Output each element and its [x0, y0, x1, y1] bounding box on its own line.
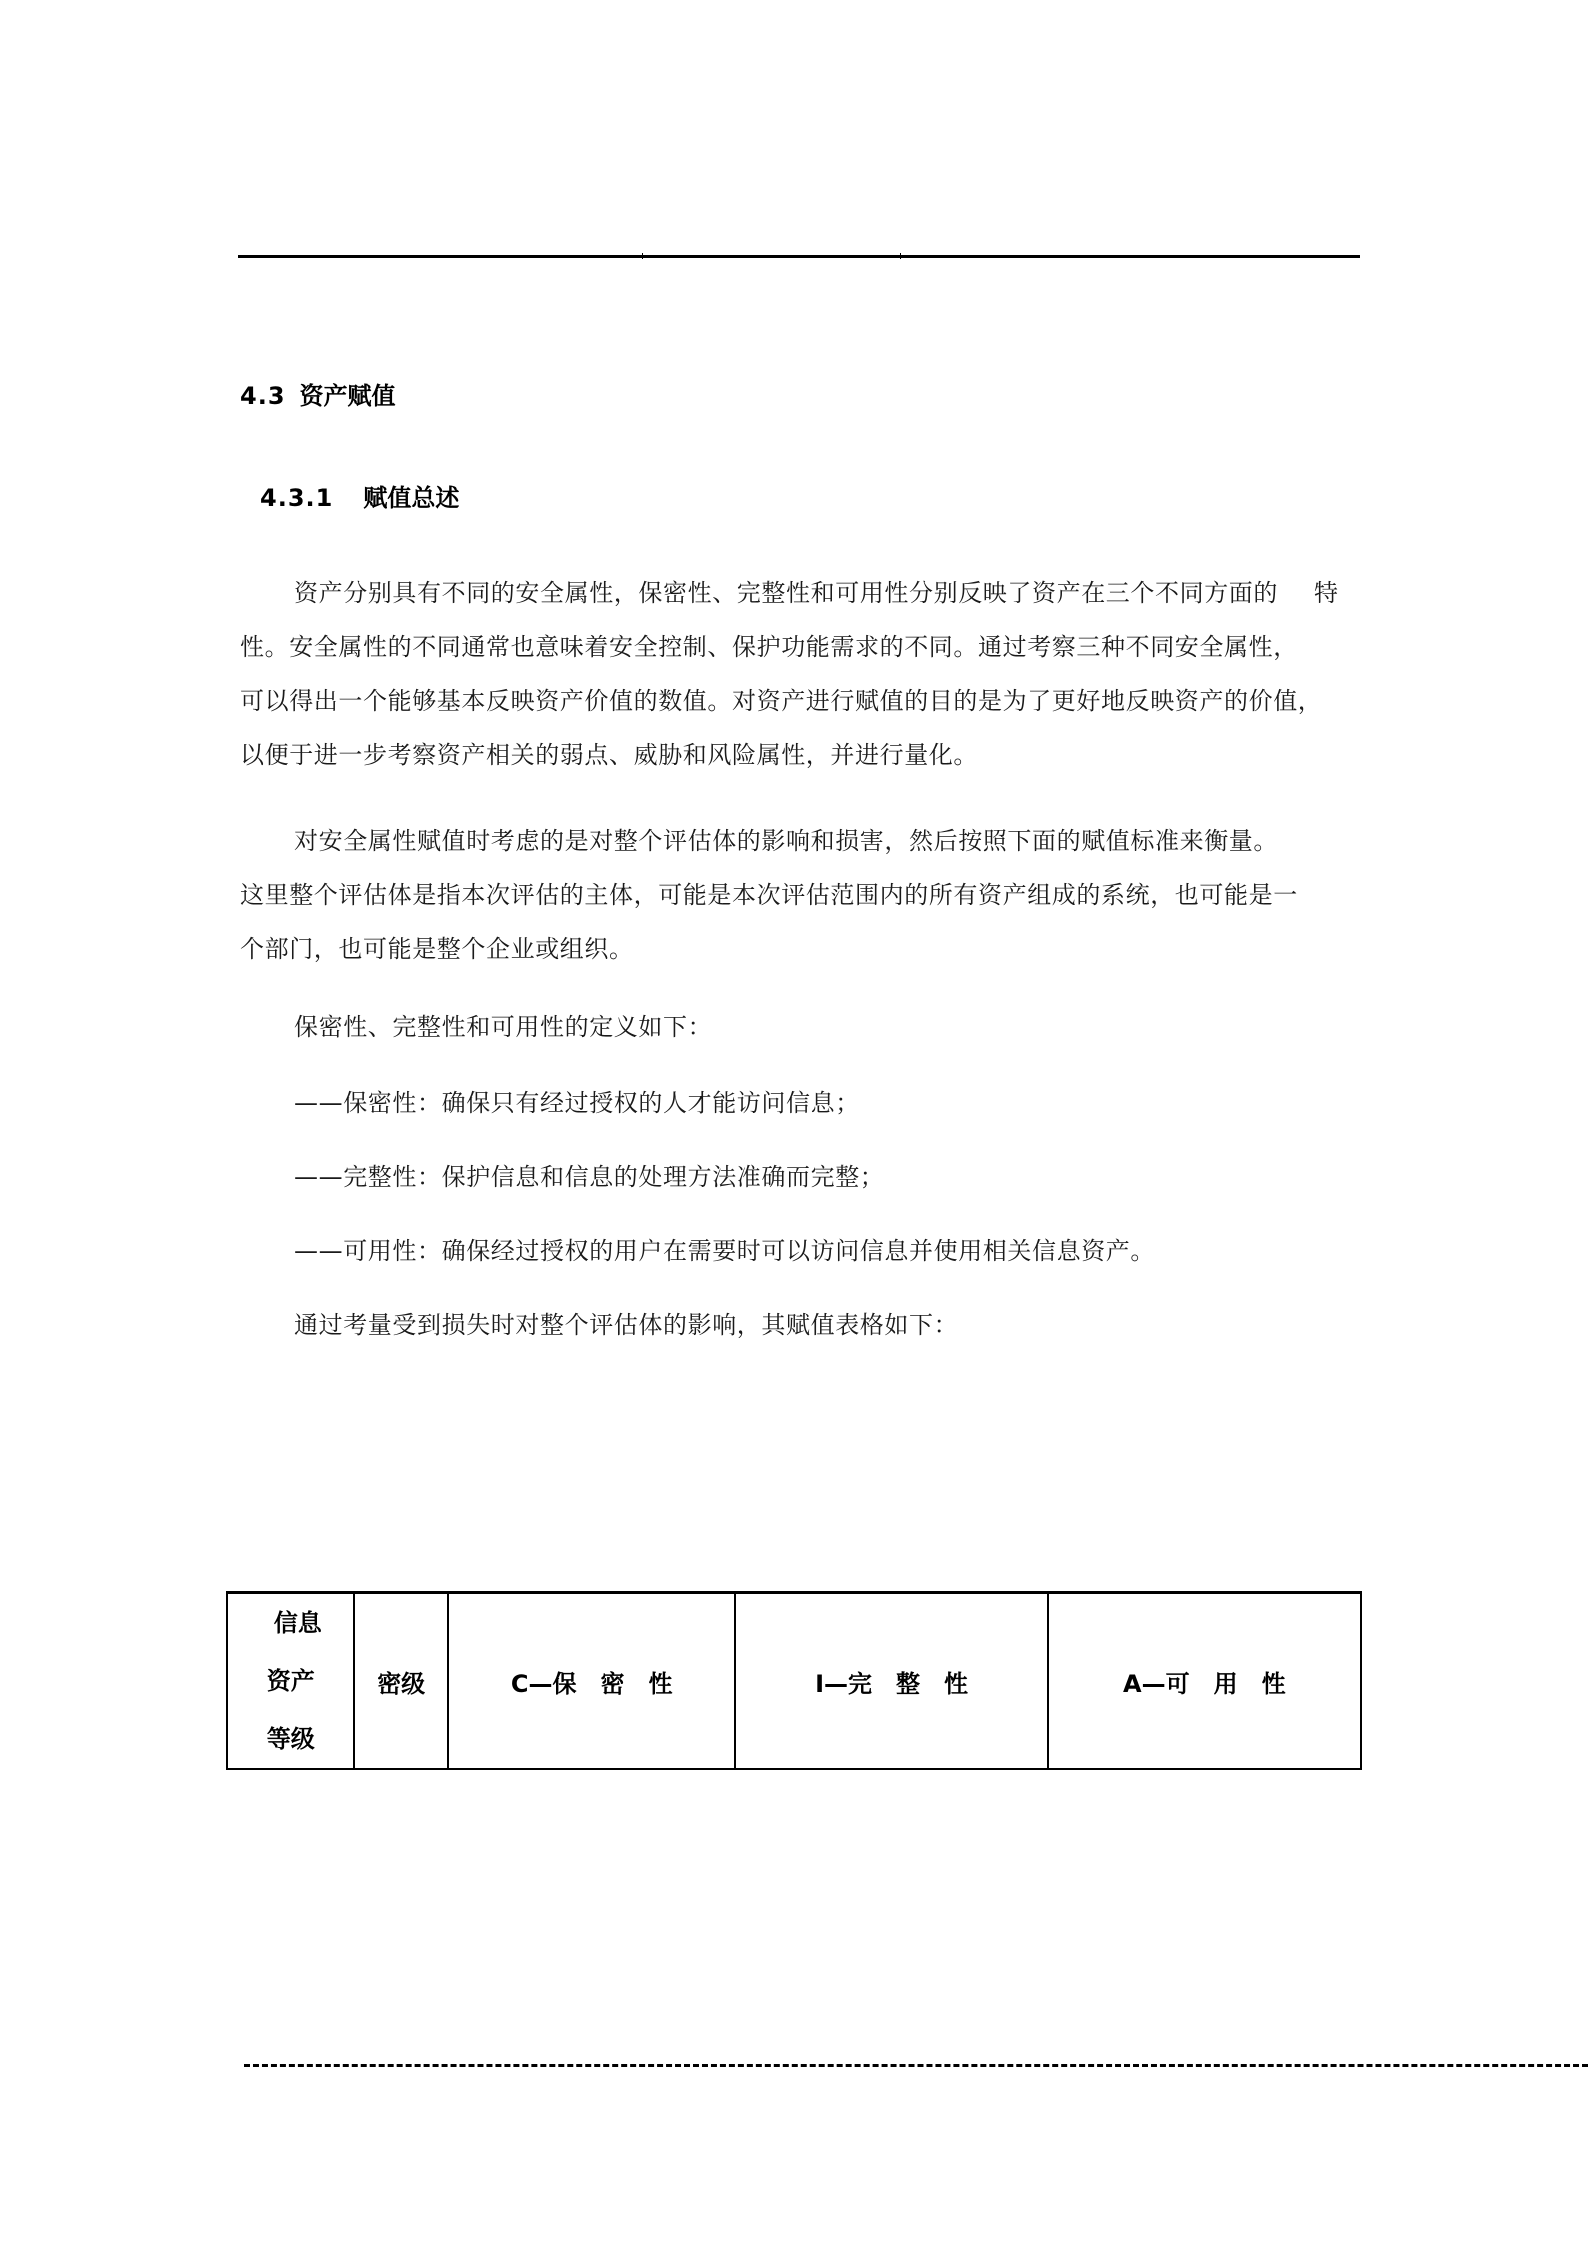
subsection-heading	[260, 478, 459, 513]
header-integrity: I—完 整 性	[735, 1593, 1047, 1770]
section-heading	[240, 376, 396, 411]
header-text: 资产	[266, 1667, 315, 1695]
header-rule	[238, 255, 1360, 258]
header-asset-level	[227, 1593, 354, 1770]
subsection-title: 赋值总述	[363, 484, 460, 512]
header-text: 等级	[266, 1725, 315, 1753]
table-header-row	[227, 1593, 1361, 1770]
header-secret-level: 密级	[354, 1593, 448, 1770]
rule-tick	[900, 253, 901, 259]
page-break-dashed-line	[244, 2064, 1588, 2067]
header-confidentiality: C—保 密 性	[448, 1593, 735, 1770]
header-text: 信息	[273, 1609, 322, 1637]
definition-integrity: ——完整性：保护信息和信息的处理方法准确而完整；	[294, 1163, 885, 1191]
paragraph-3: 保密性、完整性和可用性的定义如下：	[294, 1013, 713, 1041]
paragraph-1-line-2: 性。安全属性的不同通常也意味着安全控制、保护功能需求的不同。通过考察三种不同安全属性，	[240, 633, 1298, 661]
definition-availability: ——可用性：确保经过授权的用户在需要时可以访问信息并使用相关信息资产。	[294, 1237, 1155, 1265]
asset-valuation-table	[226, 1591, 1362, 1770]
subsection-number: 4.3.1	[260, 484, 334, 512]
paragraph-1-line-1	[294, 578, 1339, 608]
paragraph-text: 特	[1314, 579, 1339, 607]
paragraph-4: 通过考量受到损失时对整个评估体的影响，其赋值表格如下：	[294, 1311, 959, 1339]
section-title: 资产赋值	[299, 382, 396, 410]
rule-tick	[642, 253, 643, 259]
paragraph-2-line-1: 对安全属性赋值时考虑的是对整个评估体的影响和损害，然后按照下面的赋值标准来衡量。	[294, 827, 1278, 855]
paragraph-text: 资产分别具有不同的安全属性，保密性、完整性和可用性分别反映了资产在三个不同方面的	[294, 579, 1278, 607]
paragraph-1-line-4: 以便于进一步考察资产相关的弱点、威胁和风险属性，并进行量化。	[240, 741, 978, 769]
paragraph-1-line-3: 可以得出一个能够基本反映资产价值的数值。对资产进行赋值的目的是为了更好地反映资产的价值，	[240, 687, 1323, 715]
section-number: 4.3	[240, 382, 286, 410]
definition-confidentiality: ——保密性：确保只有经过授权的人才能访问信息；	[294, 1089, 860, 1117]
paragraph-2-line-3: 个部门，也可能是整个企业或组织。	[240, 935, 634, 963]
header-availability: A—可 用 性	[1048, 1593, 1361, 1770]
paragraph-2-line-2: 这里整个评估体是指本次评估的主体，可能是本次评估范围内的所有资产组成的系统，也可能是一	[240, 881, 1298, 909]
